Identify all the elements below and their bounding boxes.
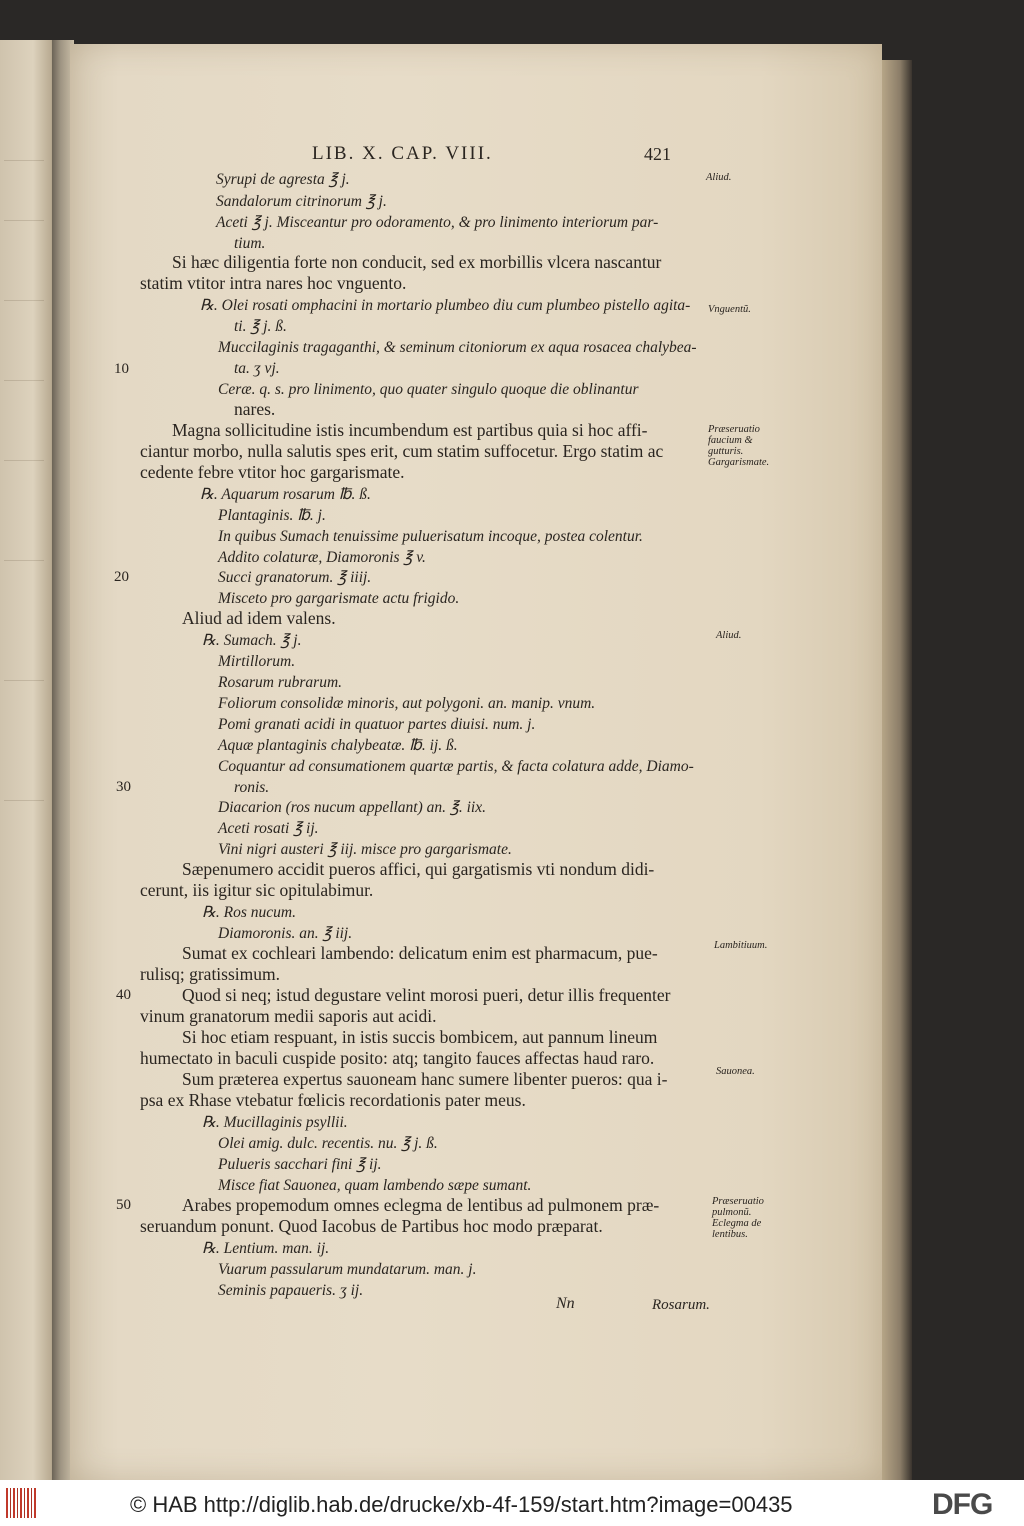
text-line: cerunt, iis igitur sic opitulabimur. xyxy=(140,880,374,900)
text-line: Coquantur ad consumationem quartæ partis, & facta colatura adde, Diamo- xyxy=(218,758,694,775)
text-line: In quibus Sumach tenuissime puluerisatum incoque, postea colentur. xyxy=(218,528,643,545)
text-line: Arabes propemodum omnes eclegma de lentibus ad pulmonem præ- xyxy=(182,1195,660,1215)
line-number: 40 xyxy=(116,987,131,1003)
text-line: Aceti ℥ j. Misceantur pro odoramento, & pro linimento interiorum par- xyxy=(216,214,659,231)
catchword: Rosarum. xyxy=(652,1297,710,1313)
margin-note: Vnguentũ. xyxy=(708,304,751,315)
text-line: Sum præterea expertus sauoneam hanc sumere libenter pueros: qua i- xyxy=(182,1069,668,1089)
text-line: Aliud ad idem valens. xyxy=(182,608,336,628)
text-line: ciantur morbo, nulla salutis spes erit, cum statim suffocetur. Ergo statim ac xyxy=(140,441,664,461)
text-line: cedente febre vtitor hoc gargarismate. xyxy=(140,462,405,482)
text-line: Misceto pro gargarismate actu frigido. xyxy=(218,590,460,607)
margin-note: Aliud. xyxy=(716,630,742,641)
text-line: Pomi granati acidi in quatuor partes diuisi. num. j. xyxy=(218,716,536,733)
line-number: 30 xyxy=(116,779,131,795)
text-line: Vuarum passularum mundatarum. man. j. xyxy=(218,1261,477,1278)
text-line: Magna sollicitudine istis incumbendum est partibus quia si hoc affi- xyxy=(172,420,648,440)
text-line: rulisq; gratissimum. xyxy=(140,964,280,984)
text-line: ta. ʒ vj. xyxy=(234,360,280,377)
text-line: Olei amig. dulc. recentis. nu. ℥ j. ß. xyxy=(218,1135,438,1152)
text-line: Mirtillorum. xyxy=(218,653,296,670)
margin-note: Sauonea. xyxy=(716,1066,755,1077)
text-line: Sæpenumero accidit pueros affici, qui gargatismis vti nondum didi- xyxy=(182,859,655,879)
text-line: Diacarion (ros nucum appellant) an. ℥. iix. xyxy=(218,799,486,816)
page-edge xyxy=(882,60,912,1480)
text-line: psa ex Rhase vtebatur fœlicis recordationis pater meus. xyxy=(140,1090,526,1110)
text-line: Addito colaturæ, Diamoronis ℥ v. xyxy=(218,549,426,566)
text-line: Si hoc etiam respuant, in istis succis bombicem, aut pannum lineum xyxy=(182,1027,658,1047)
text-line: ℞. Olei rosati omphacini in mortario plumbeo diu cum plumbeo pistello agita- xyxy=(200,297,691,314)
text-line: tium. xyxy=(234,235,266,252)
left-page-edge xyxy=(0,40,60,1480)
running-head: LIB. X. CAP. VIII. xyxy=(312,143,493,164)
text-line: Syrupi de agresta ℥ j. xyxy=(216,171,350,188)
text-line: ti. ℥ j. ß. xyxy=(234,318,287,335)
text-line: Misce fiat Sauonea, quam lambendo sæpe sumant. xyxy=(218,1177,532,1194)
text-line: Sumat ex cochleari lambendo: delicatum enim est pharmacum, pue- xyxy=(182,943,658,963)
text-line: seruandum ponunt. Quod Iacobus de Partibus hoc modo præparat. xyxy=(140,1216,603,1236)
text-line: vinum granatorum medii saporis aut acidi. xyxy=(140,1006,437,1026)
text-line: Muccilaginis tragaganthi, & seminum citoniorum ex aqua rosacea chalybea- xyxy=(218,339,697,356)
text-line: humectato in baculi cuspide posito: atq; tangito fauces affectas haud raro. xyxy=(140,1048,655,1068)
line-number: 20 xyxy=(114,569,129,585)
text-line: Aceti rosati ℥ ij. xyxy=(218,820,319,837)
text-line: nares. xyxy=(234,399,276,419)
text-line: ℞. Mucillaginis psyllii. xyxy=(202,1114,348,1131)
text-line: Si hæc diligentia forte non conducit, sed ex morbillis vlcera nascantur xyxy=(172,252,662,272)
margin-note: Aliud. xyxy=(706,172,732,183)
barcode-icon xyxy=(6,1488,36,1518)
text-line: ronis. xyxy=(234,779,270,796)
text-line: ℞. Ros nucum. xyxy=(202,904,296,921)
text-line: Diamoronis. an. ℥ iij. xyxy=(218,925,353,942)
margin-note: Lambitiuum. xyxy=(714,940,768,951)
margin-note: Præseruatio faucium & gutturis. Gargarismate. xyxy=(708,424,770,469)
text-line: Pulueris sacchari fini ℥ ij. xyxy=(218,1156,382,1173)
text-line: ℞. Sumach. ℥ j. xyxy=(202,632,302,649)
text-line: ℞. Lentium. man. ij. xyxy=(202,1240,330,1257)
dfg-logo: DFG xyxy=(932,1488,993,1521)
text-line: Rosarum rubrarum. xyxy=(218,674,343,691)
text-line: Quod si neq; istud degustare velint morosi pueri, detur illis frequenter xyxy=(182,985,671,1005)
line-number: 10 xyxy=(114,361,129,377)
text-line: Foliorum consolidæ minoris, aut polygoni. an. manip. vnum. xyxy=(218,695,596,712)
margin-note: Præseruatio pulmonũ. Eclegma de lentibus. xyxy=(712,1196,764,1241)
text-line: Sandalorum citrinorum ℥ j. xyxy=(216,193,387,210)
signature-mark: Nn xyxy=(556,1295,575,1312)
text-line: Vini nigri austeri ℥ iij. misce pro gargarismate. xyxy=(218,841,512,858)
page-number: 421 xyxy=(644,144,671,164)
text-line: Seminis papaueris. ʒ ij. xyxy=(218,1282,364,1299)
text-line: statim vtitor intra nares hoc vnguento. xyxy=(140,273,407,293)
text-line: Ceræ. q. s. pro linimento, quo quater singulo quoque die oblinantur xyxy=(218,381,639,398)
source-credit: © HAB http://diglib.hab.de/drucke/xb-4f-159/start.htm?image=00435 xyxy=(130,1492,793,1517)
text-line: ℞. Aquarum rosarum ℔. ß. xyxy=(200,486,371,503)
text-line: Aquæ plantaginis chalybeatæ. ℔. ij. ß. xyxy=(218,737,458,754)
text-line: Succi granatorum. ℥ iiij. xyxy=(218,569,372,586)
text-line: Plantaginis. ℔. j. xyxy=(218,507,326,524)
line-number: 50 xyxy=(116,1197,131,1213)
